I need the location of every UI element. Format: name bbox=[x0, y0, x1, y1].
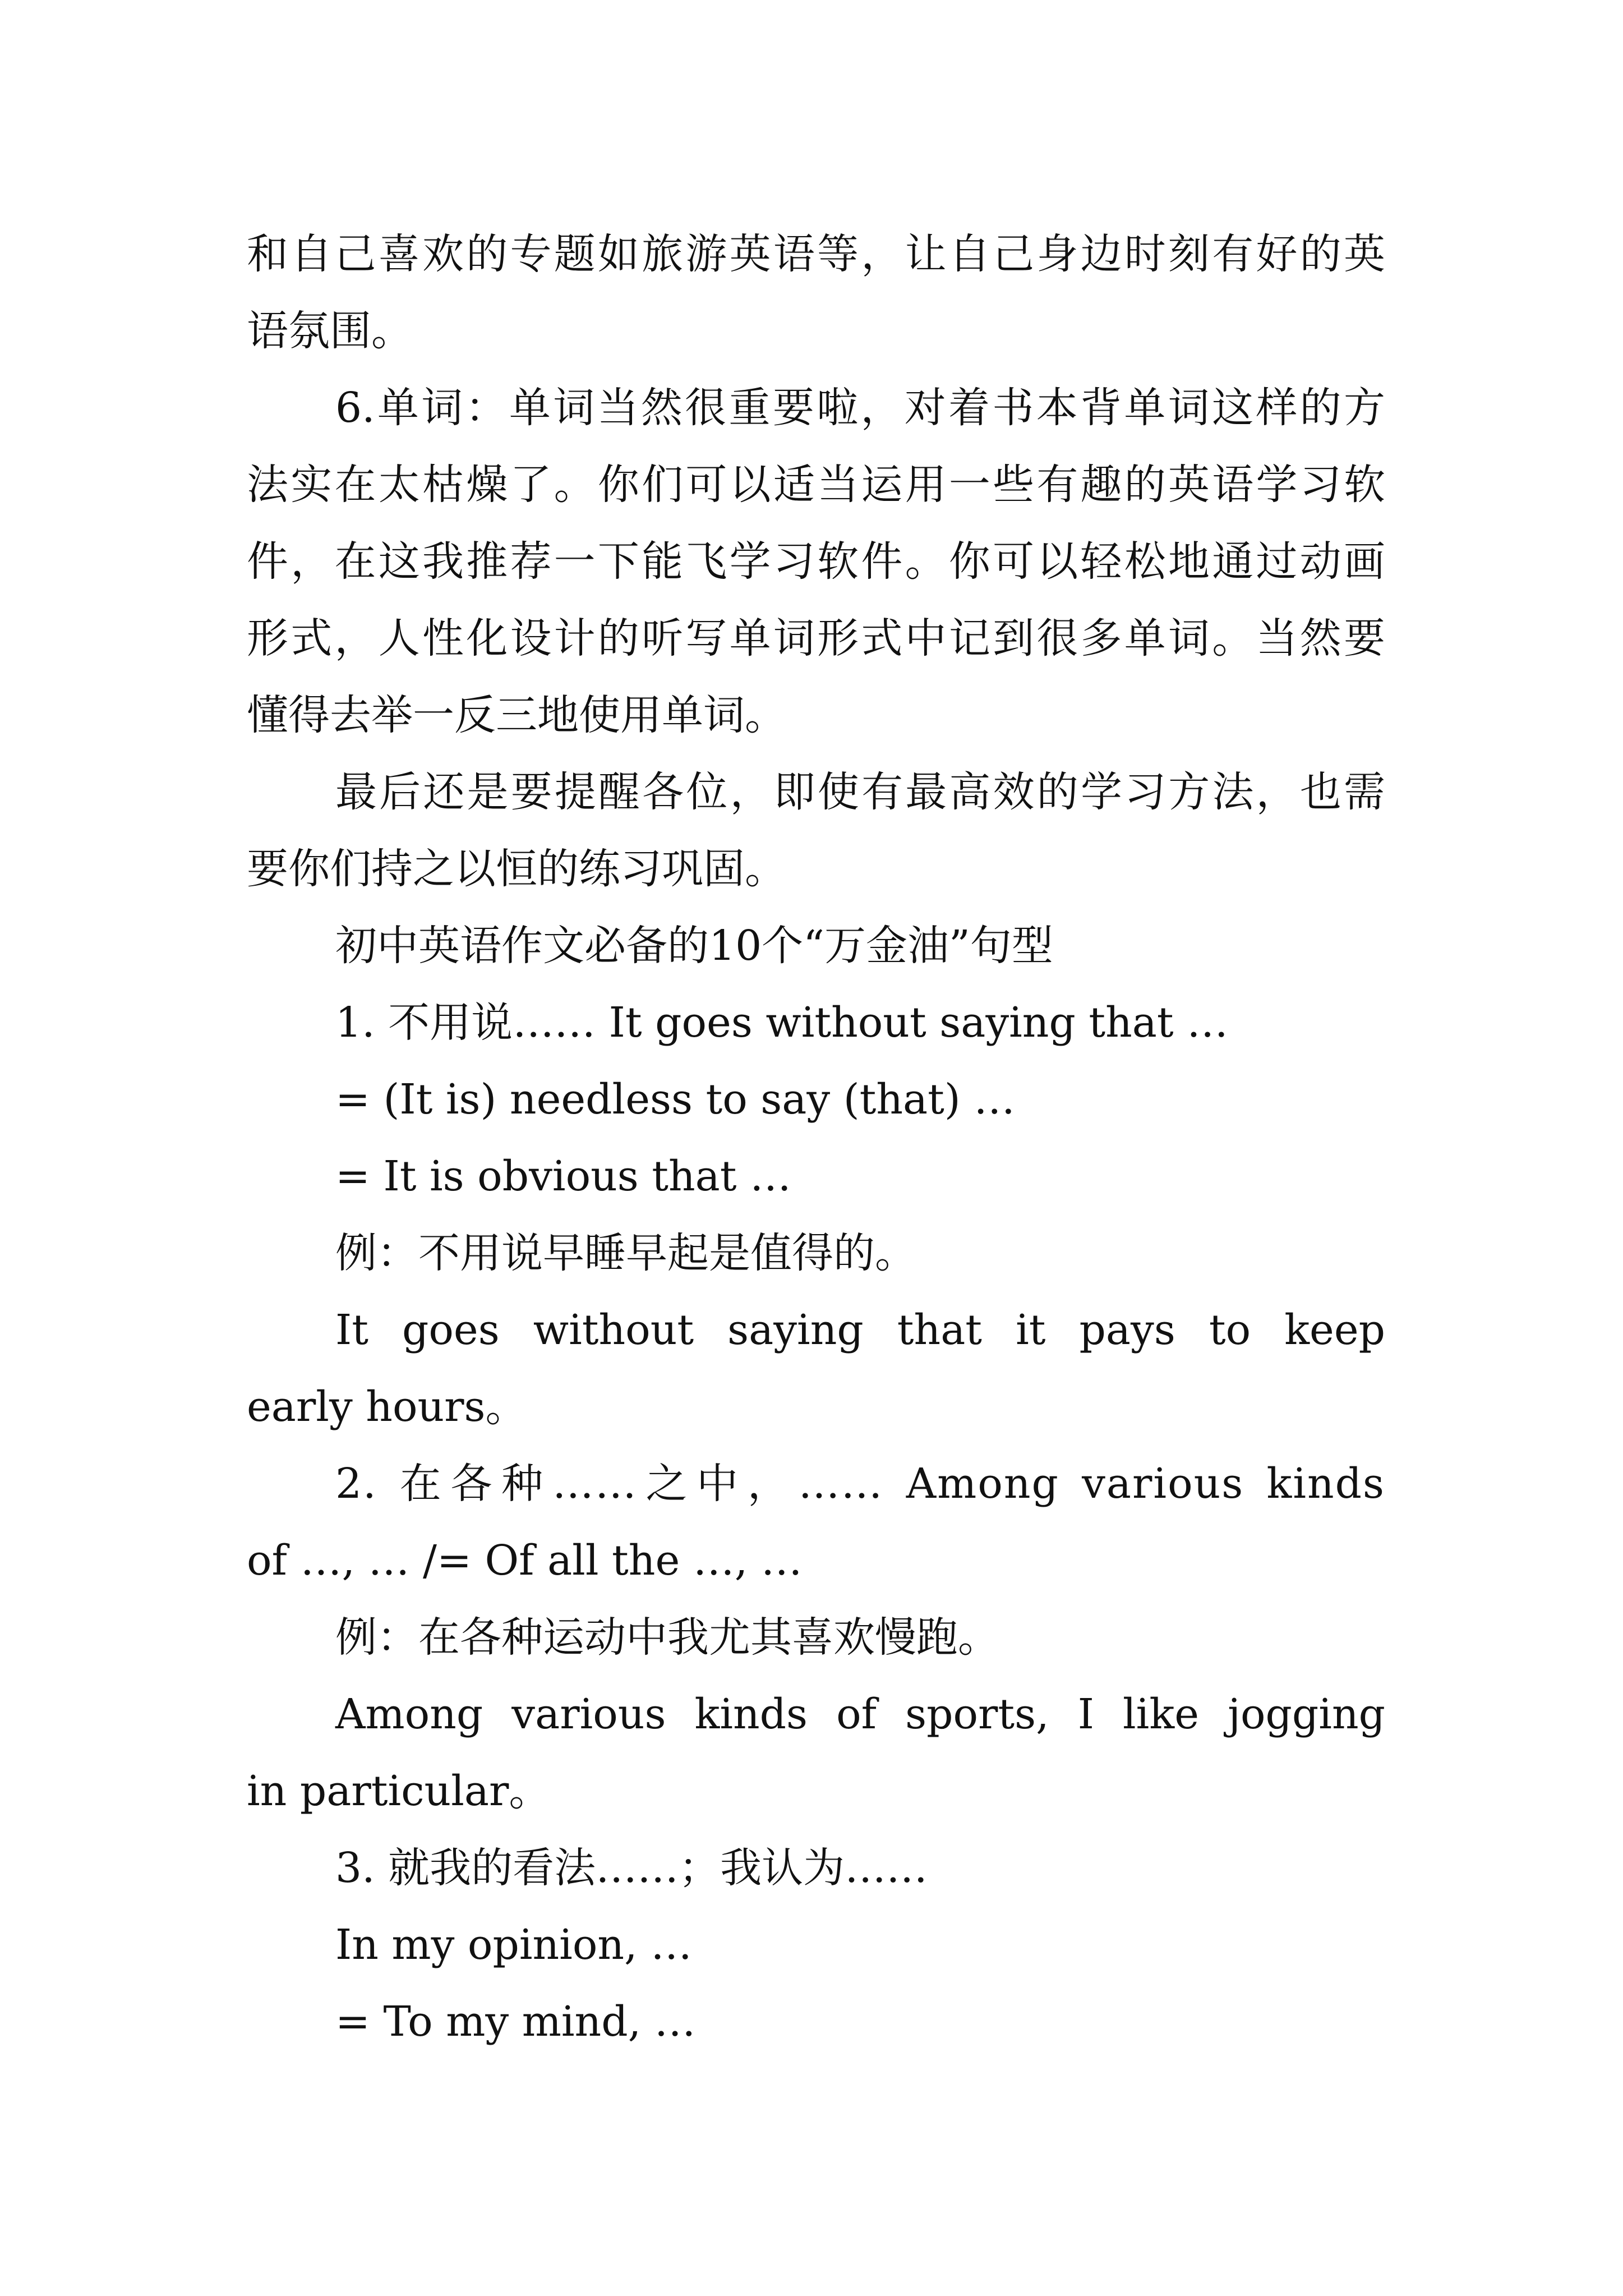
text-line: 1. 不用说…… It goes without saying that … bbox=[335, 999, 1229, 1047]
text-line: 例：不用说早睡早起是值得的。 bbox=[335, 1229, 916, 1277]
text-line: It goes without saying that it pays to keep bbox=[335, 1306, 1385, 1354]
text-line: of …, … /= Of all the …, … bbox=[247, 1536, 803, 1585]
text-line: 3. 就我的看法……；我认为…… bbox=[335, 1844, 928, 1892]
text-line: 最后还是要提醒各位，即使有最高效的学习方法，也需 bbox=[335, 768, 1385, 816]
text-line: = It is obvious that … bbox=[335, 1152, 792, 1200]
text-line: 例：在各种运动中我尤其喜欢慢跑。 bbox=[335, 1613, 999, 1662]
section-heading: 初中英语作文必备的10个“万金油”句型 bbox=[335, 922, 1053, 970]
text-line: = To my mind, … bbox=[335, 1998, 696, 2046]
text-line: = (It is) needless to say (that) … bbox=[335, 1075, 1016, 1124]
text-line: In my opinion, … bbox=[335, 1921, 693, 1969]
text-line: 懂得去举一反三地使用单词。 bbox=[247, 691, 786, 739]
text-line: 2. 在各种……之中，…… Among various kinds bbox=[335, 1460, 1385, 1508]
text-line: 形式，人性化设计的听写单词形式中记到很多单词。当然要 bbox=[247, 614, 1385, 662]
document-body bbox=[247, 216, 1385, 2060]
text-line: 件，在这我推荐一下能飞学习软件。你可以轻松地通过动画 bbox=[247, 537, 1385, 586]
text-line: 和自己喜欢的专题如旅游英语等，让自己身边时刻有好的英 bbox=[247, 230, 1385, 278]
text-line: 法实在太枯燥了。你们可以适当运用一些有趣的英语学习软 bbox=[247, 461, 1385, 509]
text-line: Among various kinds of sports, I like jogging bbox=[335, 1690, 1385, 1738]
text-line: early hours。 bbox=[247, 1383, 527, 1431]
text-line: 语氛围。 bbox=[247, 307, 413, 355]
text-line: in particular。 bbox=[247, 1767, 551, 1815]
text-line: 要你们持之以恒的练习巩固。 bbox=[247, 845, 786, 893]
text-line: 6.单词：单词当然很重要啦，对着书本背单词这样的方 bbox=[335, 384, 1385, 432]
